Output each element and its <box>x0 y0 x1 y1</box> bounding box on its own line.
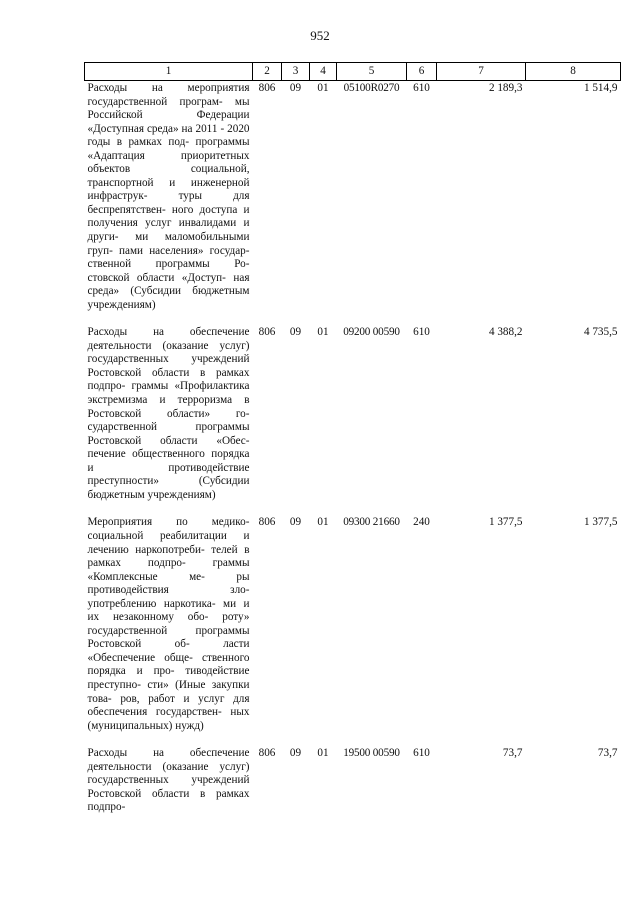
column-header-7: 7 <box>437 63 526 81</box>
description-line: социальной, транспортной <box>87 163 250 189</box>
description-line: Расходы на обеспечение <box>87 747 250 760</box>
target-article-cell: 05100R0270 <box>343 82 400 94</box>
ministry-code-cell: 806 <box>258 516 276 529</box>
expense-description-cell <box>85 746 253 828</box>
description-line: порядка и противодействие <box>87 448 250 474</box>
target-article-cell: 09300 21660 <box>343 516 400 529</box>
expense-description-cell <box>85 81 253 326</box>
description-line: деятельности (оказание <box>87 760 209 773</box>
description-line: печение общественного <box>87 448 205 461</box>
description-line: ми маломобильными груп- <box>87 231 250 257</box>
table-row <box>85 515 621 746</box>
description-line: бюджетным учреждениям) <box>87 285 250 311</box>
description-line: приоритетных объектов <box>87 149 250 176</box>
amount-year-2-cell: 4 735,5 <box>583 326 618 339</box>
description-line: ственного порядка и про- <box>87 651 250 678</box>
description-line: учреждений Ростовской <box>87 353 250 379</box>
expense-type-cell: 610 <box>413 747 430 760</box>
table-row <box>85 746 621 828</box>
description-line: туры для беспрепятствен- <box>87 190 250 216</box>
description-line: области в рамках подпро- <box>87 787 250 814</box>
expense-type-cell: 610 <box>413 326 430 339</box>
description-line: - 2020 годы в рамках под- <box>87 122 250 149</box>
section-code-cell: 09 <box>289 516 302 529</box>
budget-table <box>84 62 621 828</box>
description-line: телей в рамках подпро- <box>87 543 250 570</box>
expense-type-cell: 610 <box>413 82 430 94</box>
column-header-6: 6 <box>407 63 437 81</box>
description-line: обеспечения государствен- <box>87 706 222 719</box>
column-header-8: 8 <box>526 63 621 81</box>
description-line: сти» (Иные закупки това- <box>87 678 250 705</box>
description-line: ственной программы Ро- <box>87 258 250 271</box>
description-line: Мероприятия по медико- <box>87 516 250 529</box>
amount-year-1-cell: 4 388,2 <box>488 326 523 339</box>
amount-year-2-cell: 1 377,5 <box>583 516 618 529</box>
description-line: в Ростовской области» го- <box>87 394 250 420</box>
description-line: мы Российской Федерации <box>87 95 250 122</box>
table-header-row <box>85 63 621 81</box>
description-line: ми и их незаконному обо- <box>87 597 250 624</box>
subsection-code-cell: 01 <box>317 747 329 760</box>
amount-year-2-cell: 1 514,9 <box>583 82 618 94</box>
expense-type-cell: 240 <box>413 516 430 529</box>
description-line: ных (муниципальных) <box>87 706 250 732</box>
description-line: и инженерной инфраструк- <box>87 176 250 203</box>
target-article-cell: 09200 00590 <box>343 326 400 339</box>
amount-year-2-cell: 73,7 <box>597 747 618 760</box>
description-line: и лечению наркопотреби- <box>87 529 250 556</box>
ministry-code-cell: 806 <box>258 747 276 760</box>
amount-year-1-cell: 2 189,3 <box>488 82 523 94</box>
description-line: ная среда» (Субсидии <box>87 271 250 298</box>
description-line: социальной реабилитации <box>87 529 227 542</box>
description-line: граммы «Комплексные ме- <box>87 557 250 583</box>
description-line: услуг) государственных <box>87 339 250 366</box>
section-code-cell: 09 <box>289 747 302 760</box>
ministry-code-cell: 806 <box>258 326 276 339</box>
description-line: Расходы на мероприятия <box>87 82 250 94</box>
column-header-1: 1 <box>85 63 253 81</box>
subsection-code-cell: 01 <box>317 516 329 529</box>
description-line: Ростовской области «Обес- <box>87 434 250 447</box>
description-line: сударственной программы <box>87 421 250 434</box>
description-line: ры противодействия зло- <box>87 570 250 597</box>
description-line: употреблению наркотика- <box>87 597 216 610</box>
table-body <box>85 81 621 828</box>
description-line: ласти «Обеспечение обще- <box>87 638 250 664</box>
description-line: стовской области «Доступ- <box>87 271 226 284</box>
subsection-code-cell: 01 <box>317 82 329 94</box>
description-line: государственной програм- <box>87 95 223 108</box>
column-header-3: 3 <box>282 63 310 81</box>
description-line: пами населения» государ- <box>119 244 250 257</box>
description-line: ного доступа и получения <box>87 203 250 230</box>
description-line: ров, работ и услуг для <box>120 692 250 705</box>
description-line: услуг инвалидами и други- <box>87 217 250 244</box>
description-line: тиводействие преступно- <box>87 665 250 691</box>
column-header-4: 4 <box>310 63 337 81</box>
description-line: экстремизма и терроризма <box>87 394 233 407</box>
description-line: программы Ростовской об- <box>87 624 250 651</box>
column-header-5: 5 <box>337 63 407 81</box>
description-line: нужд) <box>175 719 204 732</box>
ministry-code-cell: 806 <box>258 82 276 94</box>
amount-year-1-cell: 1 377,5 <box>488 516 523 529</box>
target-article-cell: 19500 00590 <box>343 747 400 760</box>
table-row <box>85 81 621 326</box>
description-line: услуг) государственных <box>87 760 250 787</box>
section-code-cell: 09 <box>289 82 302 94</box>
column-header-2: 2 <box>253 63 282 81</box>
description-line: деятельности (оказание <box>87 339 209 352</box>
description-line: роту» государственной <box>87 611 250 637</box>
table-row <box>85 325 621 515</box>
description-line: учреждений Ростовской <box>87 774 250 800</box>
expense-description-cell <box>85 515 253 746</box>
description-line: граммы «Профилактика <box>131 380 250 393</box>
description-line: преступности» (Субсидии <box>87 475 250 488</box>
description-line: программы «Адаптация <box>87 136 250 162</box>
expense-description-cell <box>85 325 253 515</box>
section-code-cell: 09 <box>289 326 302 339</box>
subsection-code-cell: 01 <box>317 326 329 339</box>
page-number: 952 <box>310 28 330 43</box>
description-line: Расходы на обеспечение <box>87 326 250 339</box>
description-line: «Доступная среда» на 2011 <box>87 122 218 135</box>
amount-year-1-cell: 73,7 <box>502 747 523 760</box>
description-line: бюджетным учреждениям) <box>87 488 216 501</box>
description-line: области в рамках подпро- <box>87 366 250 393</box>
